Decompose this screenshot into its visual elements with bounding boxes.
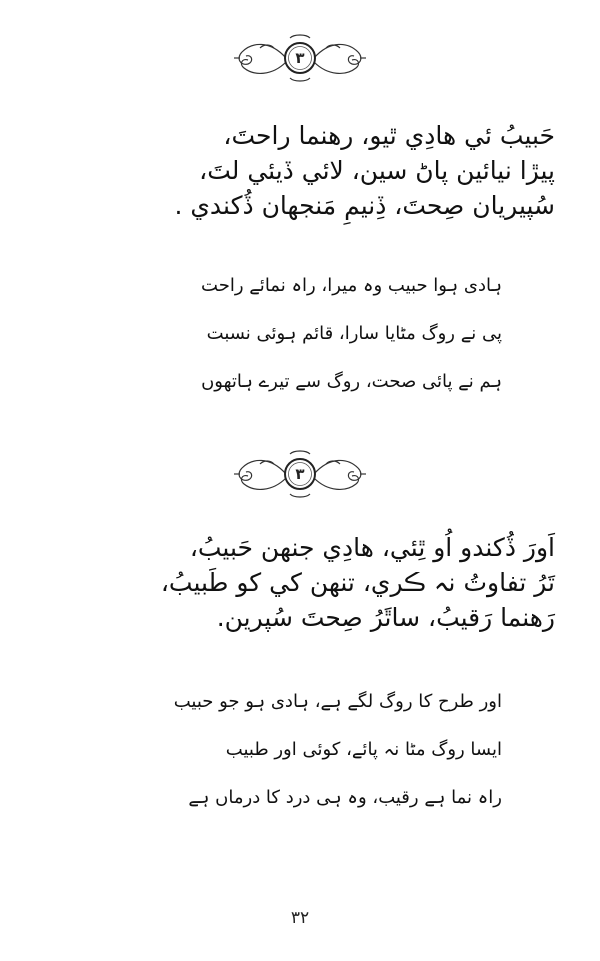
urdu-verse-line: اور طرح کا روگ لگے ہے، ہادی ہو جو حبیب [173, 691, 502, 712]
urdu-verse-line: راہ نما ہے رقیب، وہ ہی درد کا درماں ہے [188, 787, 502, 808]
sindhi-verse-line: حَبيبُ ئي هادِي ٿيو، رهنما راحتَ، [223, 121, 555, 150]
sindhi-verse-line: پيڙا نيائين پاڻ سين، لائي ڏيئي لتَ، [199, 156, 555, 185]
section-number: ٣ [295, 465, 305, 483]
sindhi-stanza-2 [35, 530, 555, 635]
sindhi-verse-line: اَورَ ڏُکندو اُو ٿِئي، هادِي جنهن حَبيبُ، [189, 533, 555, 562]
urdu-verse-line: پی نے روگ مٹایا سارا، قائم ہوئی نسبت [206, 323, 502, 344]
urdu-translation-1 [82, 262, 502, 406]
urdu-verse-line: ہم نے پائی صحت، روگ سے تیرے ہاتھوں [201, 371, 502, 392]
section-ornament-1 [230, 26, 370, 90]
section-number: ٣ [295, 49, 305, 67]
page-number: ٣٢ [290, 908, 310, 928]
sindhi-verse-line: سُپيريان صِحتَ، ڏِنيمِ مَنجهان ڏُکندي . [174, 191, 555, 220]
urdu-verse-line: ایسا روگ مٹا نہ پائے، کوئی اور طبیب [225, 739, 502, 760]
section-ornament-2 [230, 442, 370, 506]
sindhi-verse-line: تَرُ تفاوتُ نہ ڪري، تنهن کي کو طَبيبُ، [160, 568, 555, 597]
urdu-translation-2 [82, 678, 502, 822]
urdu-verse-line: ہادی ہوا حبیب وہ میرا، راہ نمائے راحت [201, 275, 502, 296]
sindhi-verse-line: رَهنما رَقيبُ، ساٿَرُ صِحتَ سُپرين. [216, 603, 555, 632]
sindhi-stanza-1 [35, 118, 555, 223]
